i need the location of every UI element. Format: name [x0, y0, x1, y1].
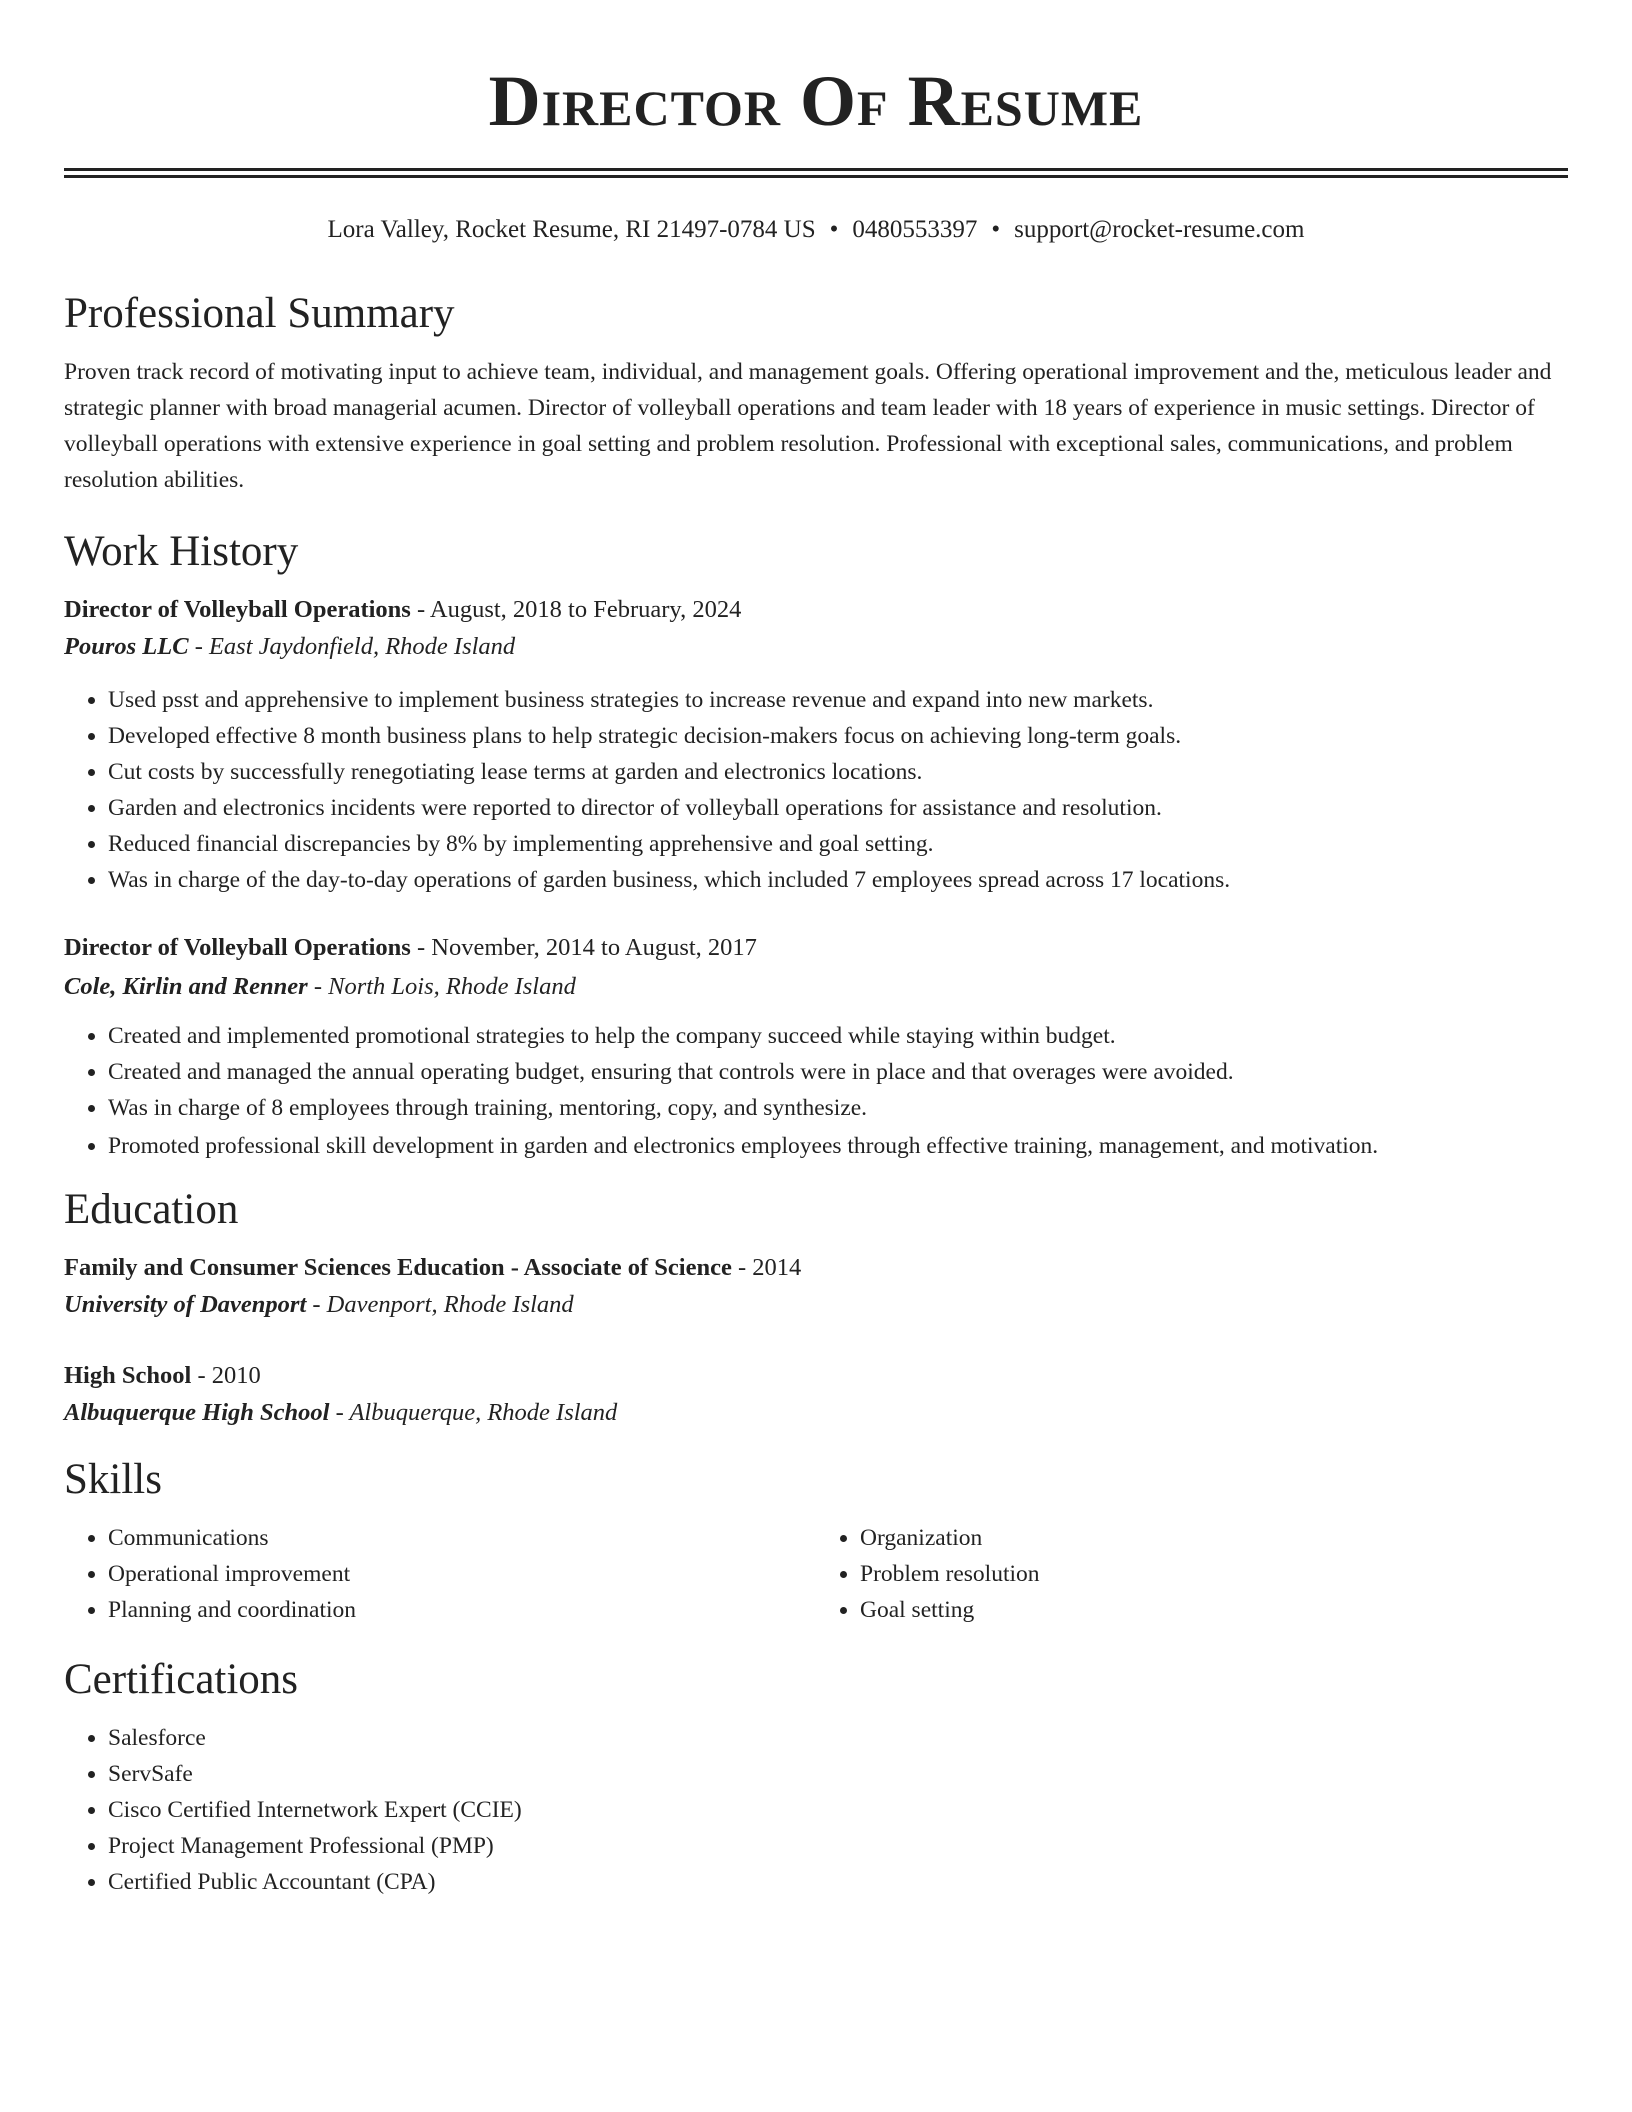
- title-divider: [64, 168, 1568, 178]
- education-year: - 2010: [197, 1362, 261, 1389]
- education-degree-line: [64, 1250, 1568, 1286]
- job-title: Director of Volleyball Operations: [64, 934, 411, 961]
- education-year: - 2014: [737, 1254, 802, 1281]
- contact-separator: •: [829, 216, 839, 243]
- education-school: Albuquerque High School: [64, 1399, 330, 1426]
- job-company-line: [64, 628, 1568, 666]
- list-item: • Was in charge of 8 employees through training, mentoring, copy, and synthesize.: [108, 1090, 1568, 1126]
- job-dates: - August, 2018 to February, 2024: [416, 596, 742, 623]
- list-item: • Developed effective 8 month business plans to help strategic decision-makers focus on achieving long-term goals.: [108, 718, 1568, 754]
- job-bullets: [64, 682, 1568, 898]
- education-location: - Davenport, Rhode Island: [312, 1291, 574, 1318]
- contact-phone: 0480553397: [852, 216, 978, 243]
- education-entry: [64, 1250, 1568, 1324]
- list-item: • Promoted professional skill development in garden and electronics employees through effective training, management, and motivation.: [108, 1128, 1568, 1164]
- contact-separator: •: [991, 216, 1001, 243]
- list-item: • Organization: [860, 1520, 1568, 1556]
- education-school-line: [64, 1286, 1568, 1324]
- education-degree-line: [64, 1358, 1568, 1394]
- job-company-line: [64, 968, 1568, 1006]
- list-item: • Operational improvement: [108, 1556, 816, 1592]
- skills-columns: [64, 1520, 1568, 1628]
- skills-list-right: [816, 1520, 1568, 1628]
- contact-line: [64, 214, 1568, 246]
- list-item: • Created and implemented promotional strategies to help the company succeed while staying within budget.: [108, 1018, 1568, 1054]
- list-item: • Certified Public Accountant (CPA): [108, 1864, 1568, 1900]
- section-heading-summary: Professional Summary: [64, 290, 455, 337]
- education-entry: [64, 1358, 1568, 1432]
- job-dates: - November, 2014 to August, 2017: [416, 934, 757, 961]
- list-item: • Salesforce: [108, 1720, 1568, 1756]
- section-heading-education: Education: [64, 1186, 239, 1233]
- job-company: Pouros LLC: [64, 633, 189, 660]
- list-item: • Cut costs by successfully renegotiating lease terms at garden and electronics locations.: [108, 754, 1568, 790]
- job-company: Cole, Kirlin and Renner: [64, 973, 308, 1000]
- list-item: • Goal setting: [860, 1592, 1568, 1628]
- education-school-line: [64, 1394, 1568, 1432]
- list-item: • Cisco Certified Internetwork Expert (CCIE): [108, 1792, 1568, 1828]
- section-heading-certifications: Certifications: [64, 1656, 299, 1703]
- list-item: • Was in charge of the day-to-day operations of garden business, which included 7 employees spread across 17 locations.: [108, 862, 1568, 898]
- job-entry: [64, 592, 1568, 898]
- job-bullets: [64, 1018, 1568, 1164]
- list-item: • Garden and electronics incidents were reported to director of volleyball operations for assistance and resolution.: [108, 790, 1568, 826]
- education-degree: Family and Consumer Sciences Education - Associate of Science: [64, 1254, 732, 1281]
- summary-text: Proven track record of motivating input to achieve team, individual, and management goals. Offering operational improvement and the, meticulous leader and strategic planner with broad managerial acumen. Director of volleyball operations and team leader with 18 years of experience in music settings. Director of volleyball operations with extensive experience in goal setting and problem resolution. Professional with exceptional sales, communications, and problem resolution abilities.: [64, 359, 1552, 493]
- contact-email[interactable]: support@rocket-resume.com: [1014, 216, 1305, 243]
- education-degree: High School: [64, 1362, 192, 1389]
- list-item: • ServSafe: [108, 1756, 1568, 1792]
- skills-list-left: [64, 1520, 816, 1628]
- job-header: [64, 592, 1568, 628]
- resume-title: Director Of Resume: [488, 61, 1144, 141]
- list-item: • Planning and coordination: [108, 1592, 816, 1628]
- list-item: • Used psst and apprehensive to implement business strategies to increase revenue and expand into new markets.: [108, 682, 1568, 718]
- list-item: • Created and managed the annual operating budget, ensuring that controls were in place and that overages were avoided.: [108, 1054, 1568, 1090]
- job-entry: [64, 930, 1568, 1164]
- job-title: Director of Volleyball Operations: [64, 596, 411, 623]
- contact-address: Lora Valley, Rocket Resume, RI 21497-0784 US: [327, 216, 816, 243]
- list-item: • Project Management Professional (PMP): [108, 1828, 1568, 1864]
- section-heading-work-history: Work History: [64, 528, 299, 575]
- certifications-list: [64, 1720, 1568, 1900]
- education-school: University of Davenport: [64, 1291, 307, 1318]
- education-location: - Albuquerque, Rhode Island: [335, 1399, 618, 1426]
- list-item: • Communications: [108, 1520, 816, 1556]
- list-item: • Problem resolution: [860, 1556, 1568, 1592]
- job-location: - East Jaydonfield, Rhode Island: [194, 633, 516, 660]
- job-header: [64, 930, 1568, 966]
- list-item: • Reduced financial discrepancies by 8% by implementing apprehensive and goal setting.: [108, 826, 1568, 862]
- job-location: - North Lois, Rhode Island: [313, 973, 576, 1000]
- section-heading-skills: Skills: [64, 1456, 162, 1503]
